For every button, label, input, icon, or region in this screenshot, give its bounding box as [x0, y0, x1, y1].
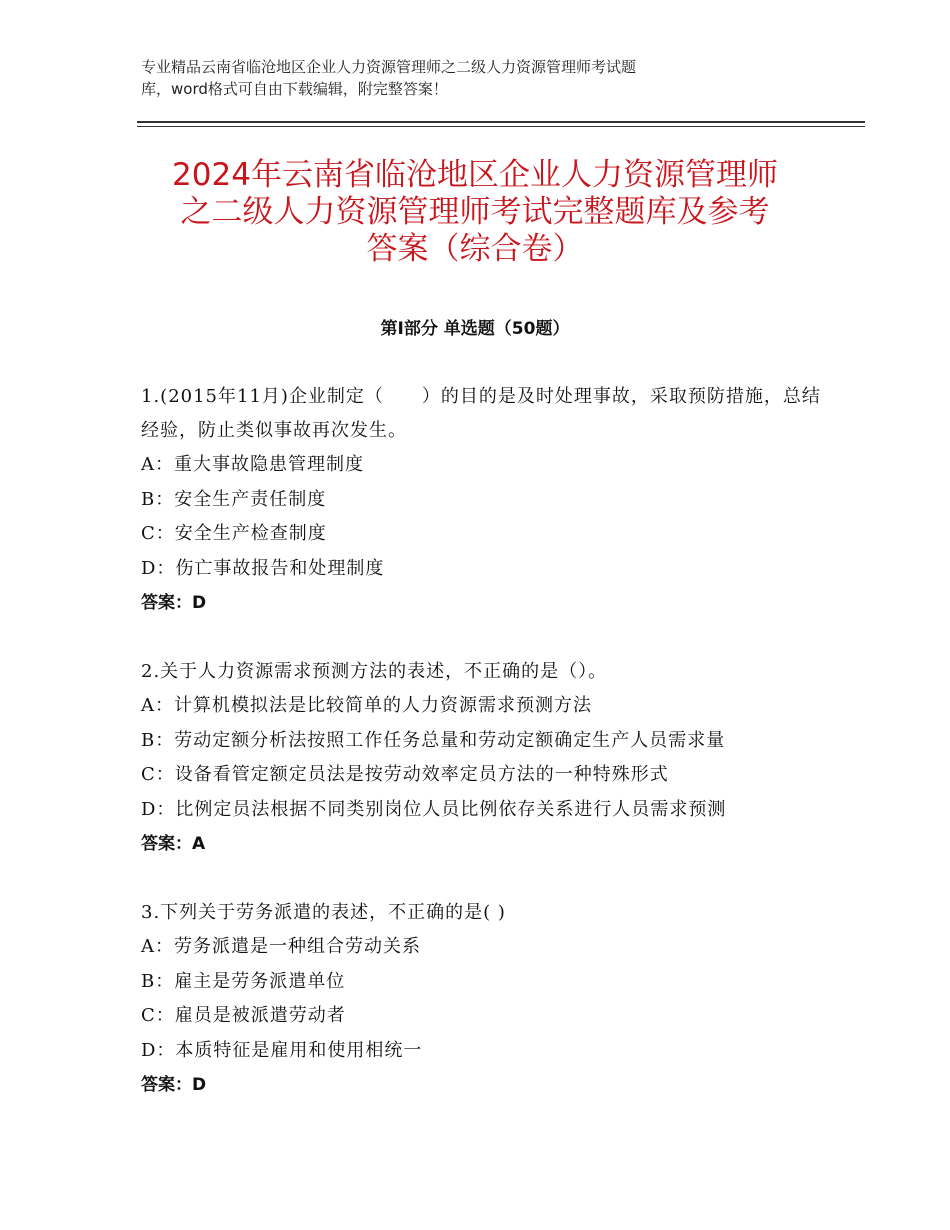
- option-d: D：伤亡事故报告和处理制度: [141, 557, 385, 579]
- option-a: A：计算机模拟法是比较简单的人力资源需求预测方法: [141, 695, 592, 716]
- option-b: B：雇主是劳务派遣单位: [141, 970, 346, 992]
- option-c: C：安全生产检查制度: [141, 523, 327, 544]
- option-a: A：重大事故隐患管理制度: [141, 454, 364, 475]
- header-note: [141, 56, 821, 100]
- answer: 答案：A: [141, 834, 206, 854]
- question-3: [141, 896, 821, 1102]
- question-2: [141, 655, 821, 861]
- title-line2: 之二级人力资源管理师考试完整题库及参考: [180, 194, 770, 230]
- answer: 答案：D: [141, 1075, 207, 1095]
- option-c: C：雇员是被派遣劳动者: [141, 1005, 346, 1026]
- question-1: [141, 380, 821, 620]
- header-rule-thin: [137, 126, 865, 127]
- option-c: C：设备看管定额定员法是按劳动效率定员方法的一种特殊形式: [141, 764, 669, 785]
- question-stem: 1.(2015年11月)企业制定（ ）的目的是及时处理事故，采取预防措施，总结经验，防止类似事故再次发生。: [141, 386, 821, 441]
- title-line3: 答案（综合卷）: [366, 231, 584, 267]
- question-stem: 3.下列关于劳务派遣的表述，不正确的是( ): [141, 902, 506, 923]
- option-d: D：比例定员法根据不同类别岗位人员比例依存关系进行人员需求预测: [141, 798, 727, 820]
- header-rule-thick: [137, 121, 865, 123]
- header-note-line1: 专业精品云南省临沧地区企业人力资源管理师之二级人力资源管理师考试题: [141, 58, 637, 76]
- document-title: [120, 157, 830, 268]
- header-note-line2: 库，word格式可自由下载编辑，附完整答案！: [141, 80, 448, 98]
- option-a: A：劳务派遣是一种组合劳动关系: [141, 936, 421, 957]
- title-line1: 2024年云南省临沧地区企业人力资源管理师: [172, 157, 778, 193]
- option-d: D：本质特征是雇用和使用相统一: [141, 1039, 423, 1061]
- option-b: B：安全生产责任制度: [141, 488, 327, 510]
- question-stem: 2.关于人力资源需求预测方法的表述，不正确的是（）。: [141, 661, 608, 682]
- answer: 答案：D: [141, 593, 207, 613]
- question-list: [141, 380, 821, 1137]
- option-b: B：劳动定额分析法按照工作任务总量和劳动定额确定生产人员需求量: [141, 729, 726, 751]
- section-heading: 第Ⅰ部分 单选题（50题）: [380, 319, 570, 339]
